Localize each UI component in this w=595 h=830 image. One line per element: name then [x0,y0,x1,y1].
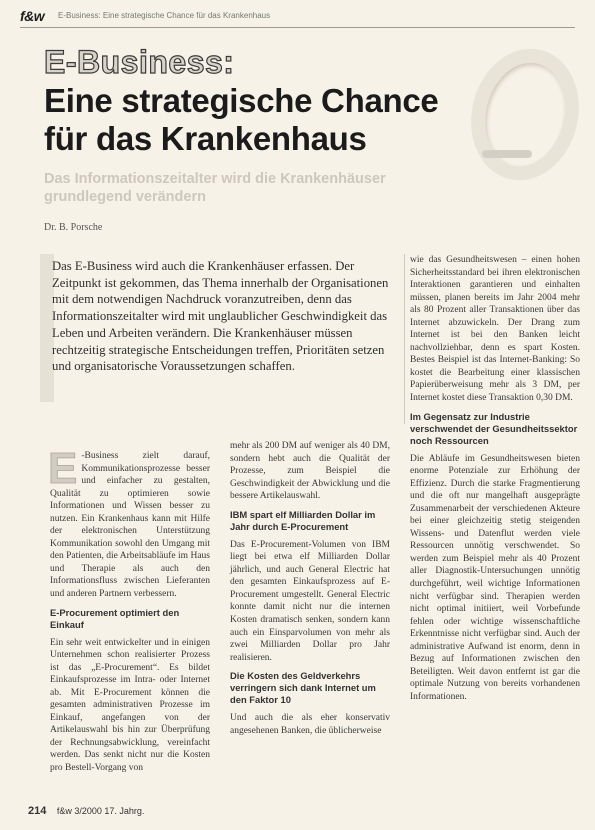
drop-cap: E [48,444,78,493]
page-number: 214 [28,805,47,817]
body-text: -Business zielt darauf, Kommunikationsprozesse besser und einfacher zu gestalten, Qualität zu optimieren sowie Informationen und Wissen besser zu nutzen. Ein Krankenhaus kann mit Hilfe der elektronischen Unterstützung Kommunikation sowohl den Umgang mit den Patienten, die Arbeitsabläufe im Haus und Therapie als auch den Informationsfluss zwischen Lieferanten und anderen Partnern verbessern. [50,451,210,600]
article-kicker: E-Business: [44,44,235,80]
body-column-1 [48,444,210,779]
article-title: Eine strategische Chance für das Krankenhaus [44,82,439,157]
body-paragraph [48,444,210,601]
lead-paragraph: Das E-Business wird auch die Krankenhäuser erfassen. Der Zeitpunkt ist gekommen, das Thema innerhalb der Organisationen mit dem notwendigen Nachdruck voranzutreiben, denn das Informationszeitalter wird mit unglaublicher Geschwindigkeit das Leben und Arbeiten verändern. Die Krankenhäuser müssen rechtzeitig strategische Entscheidungen treffen, Prioritäten setzen und organisatorische Voraussetzungen schaffen. [52,259,389,374]
section-heading: Die Kosten des Geldverkehrs verringern sich dank Internet um den Faktor 10 [230,670,376,706]
body-paragraph: Die Abläufe im Gesundheitswesen bieten enorme Potenziale zur Erhöhung der Effizienz. Durch die starke Fragmentierung und die oft nur mangelhaft ausgeprägte Zusammenarbeit der verschiedenen Akteure bei einer gleichzeitig stetig steigenden Wissens- und Datenflut werden viele Ressourcen unnötig verschwendet. So werden zum Beispiel mehr als 40 Prozent aller Diagnostik-Untersuchungen unnötig durchgeführt, weil wichtige Informationen nicht verfügbar sind. Therapien werden nicht optimal initiiert, weil Vorbefunde fehlen oder wichtige wissenschaftliche Erkenntnisse nicht verfügbar sind. Auch der administrative Aufwand ist enorm, denn in Bezug auf Informationen zwischen den Beteiligten. Weit davon entfernt ist gar die optimale Nutzung von bereits vorhandenen Informationen. [410,453,580,702]
body-paragraph: Und auch die als eher konservativ angesehenen Banken, die üblicherweise [230,713,390,736]
section-heading: IBM spart elf Milliarden Dollar im Jahr durch E-Procurement [230,508,376,532]
header-rule [20,27,575,28]
page-footer [28,805,144,817]
journal-logo: f&w [20,8,45,24]
body-column-3 [410,254,580,708]
body-paragraph: wie das Gesundheitswesen – einen hohen Sicherheitsstandard bei ihren elektronischen Interaktionen garantieren und einhalten müssen, planen bereits im Jahr 2004 mehr als 80 Prozent aller Transaktionen über das Internet abzuwickeln. Der Drang zum Internet ist bei den Banken leicht nachvollziehbar, denn es spart Kosten. Bestes Beispiel ist das Internet-Banking: So kostet die Bearbeitung einer klassischen Papierüberweisung mehr als 3 DM, per Internet kostet diese Transaktion 0,30 DM. [410,255,580,404]
issue-info: f&w 3/2000 17. Jahrg. [56,806,145,816]
running-head: E-Business: Eine strategische Chance für das Krankenhaus [58,11,271,20]
section-heading: E-Procurement optimiert den Einkauf [50,606,180,630]
article-subtitle: Das Informationszeitalter wird die Krankenhäuser grundlegend verändern [44,171,386,205]
decorative-shadow [482,150,532,158]
column-divider [404,254,405,424]
section-heading: Im Gegensatz zur Industrie verschwendet der Gesundheitssektor noch Ressourcen [410,410,578,446]
body-paragraph: Das E-Procurement-Volumen von IBM liegt bei etwa elf Milliarden Dollar jährlich, und auch General Electric hat den gesamten Einkaufsprozess auf E-Procurement umgestellt. General Electric konnte damit nicht nur die internen Kosten dramatisch senken, sondern kann auch ein Einsparvolumen von mehr als zwei Milliarden Dollar pro Jahr realisieren. [230,539,390,663]
article-author: Dr. B. Porsche [44,222,103,233]
body-column-2 [230,440,390,741]
body-paragraph: mehr als 200 DM auf weniger als 40 DM, sondern hebt auch die Qualität der Prozesse, zum Beispiel die Geschwindigkeit der Abwicklung und die bessere Artikelauswahl. [230,441,390,502]
body-paragraph: Ein sehr weit entwickelter und in einigen Unternehmen schon realisierter Prozess ist das „E-Procurement“. Es bildet Einkaufsprozesse im Intra- oder Internet ab. Mit E-Procurement können die gesamten administrativen Prozesse im Einkauf, angefangen von der Artikelauswahl bis hin zur Überprüfung der Rechnungsabwicklung, vereinfacht werden. Das senkt nicht nur die Kosten pro Bestell-Vorgang von [50,637,210,774]
